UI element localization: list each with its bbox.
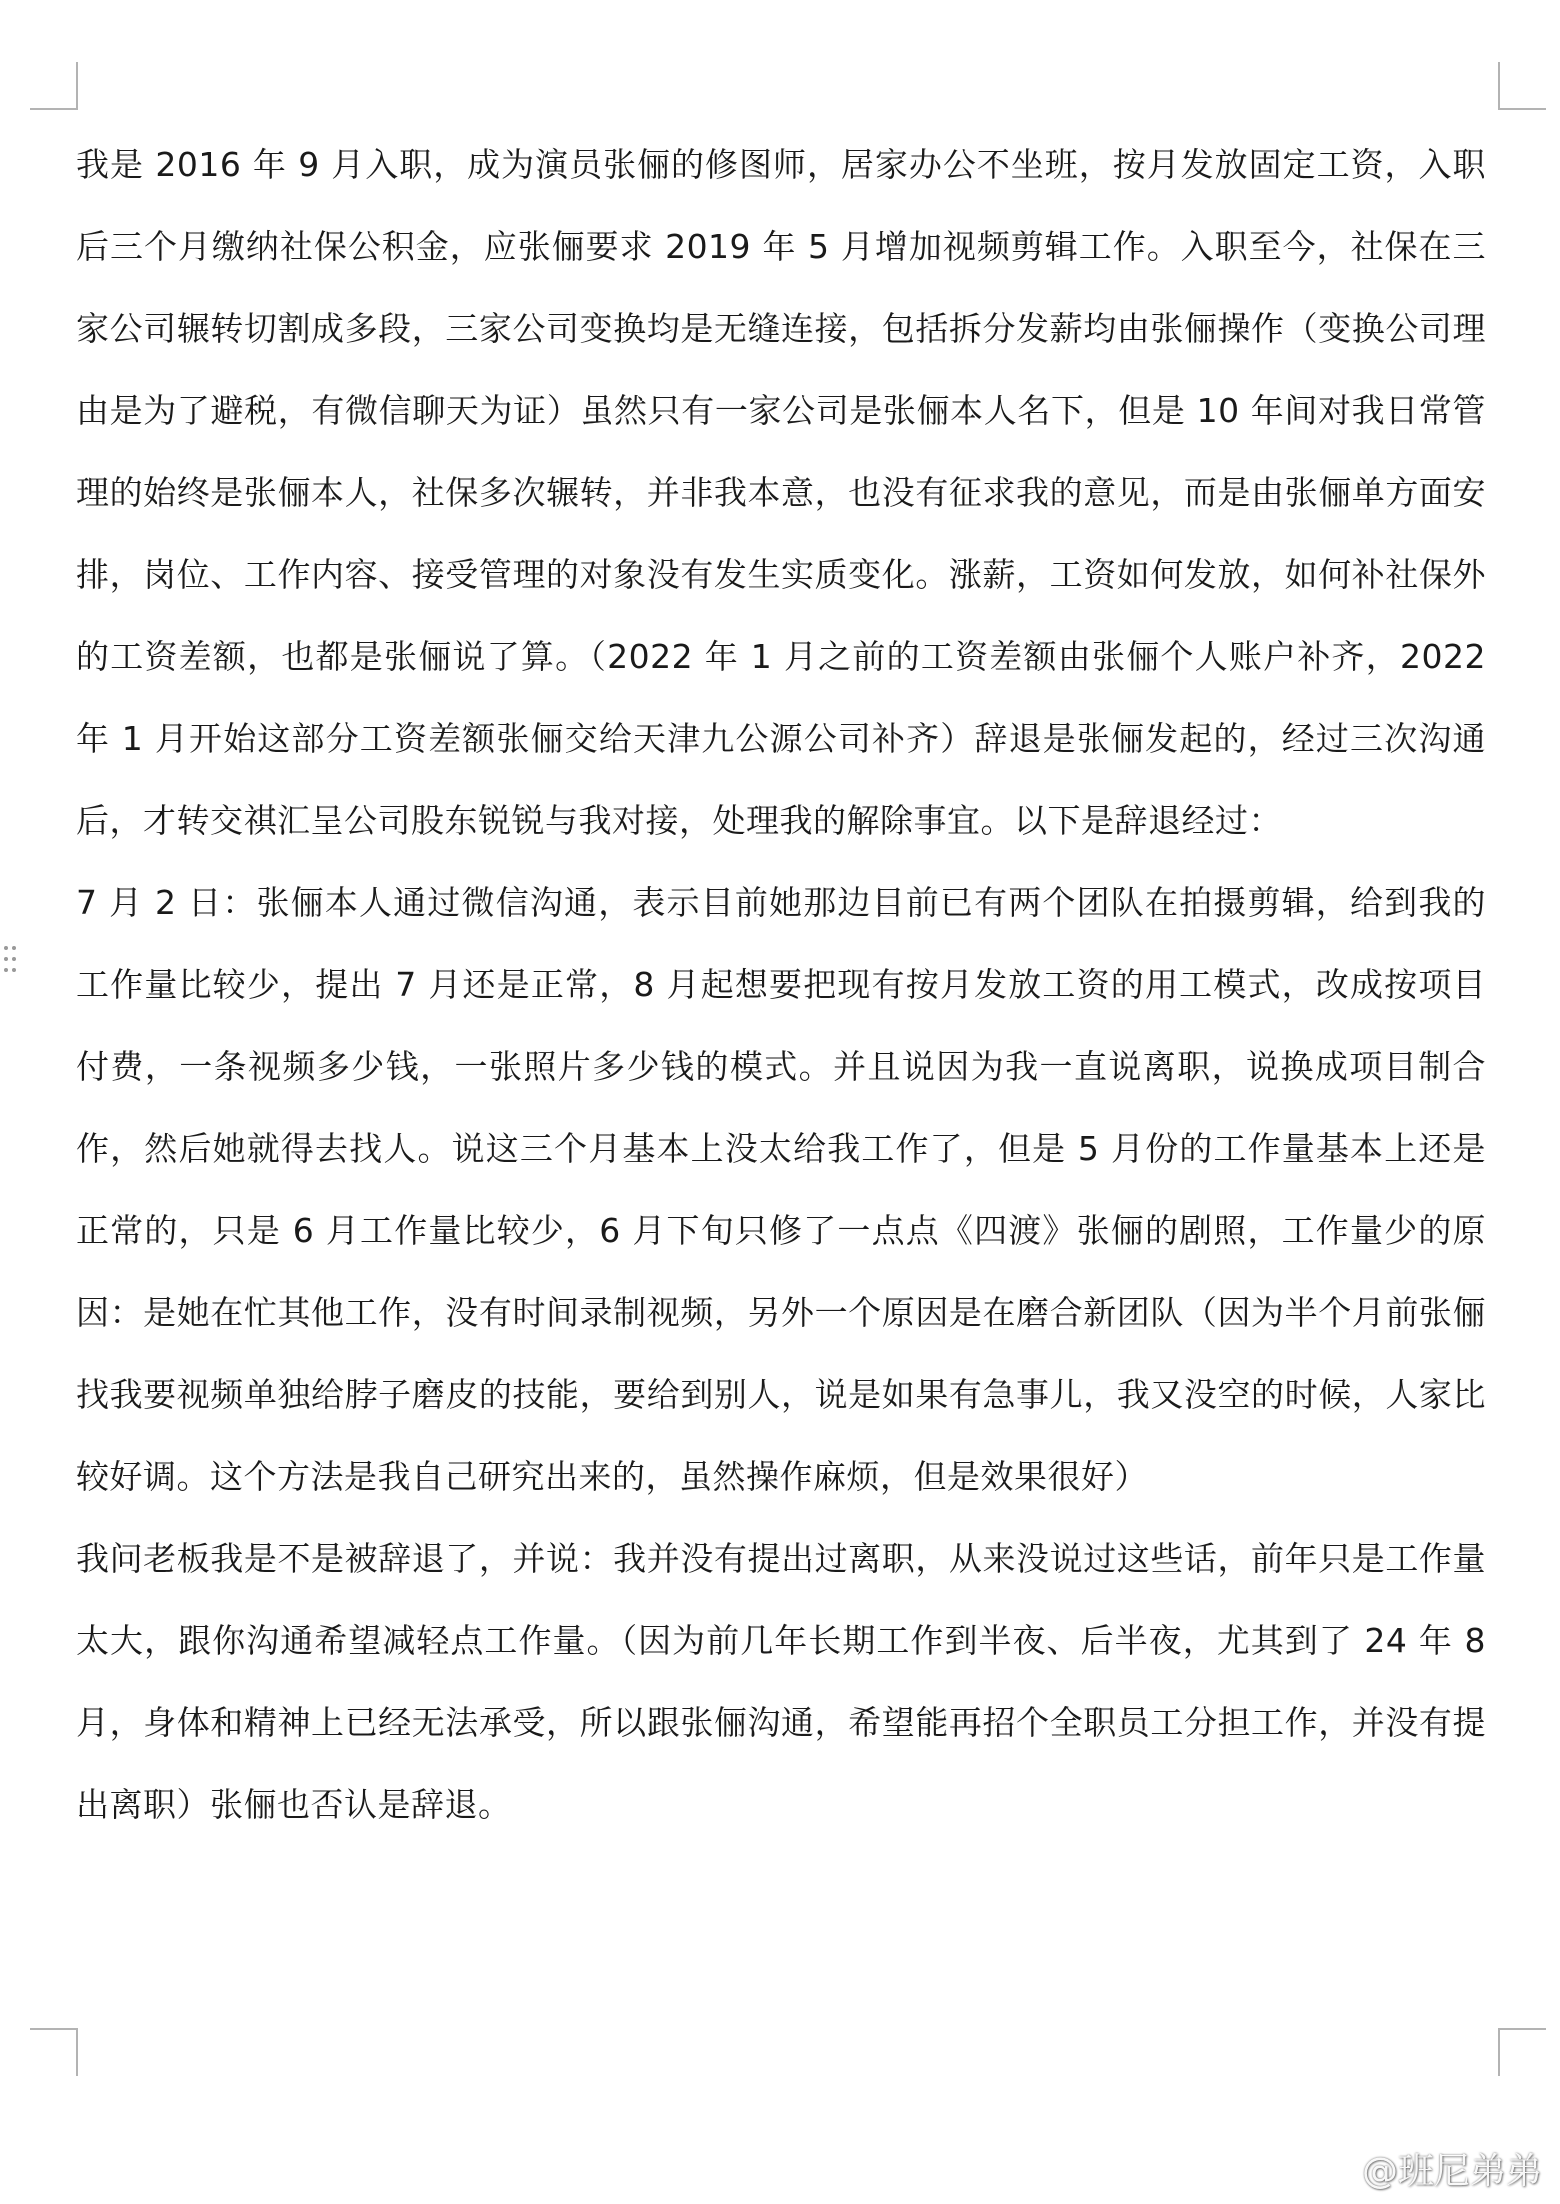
crop-mark-top-right: [1498, 62, 1546, 110]
paragraph: 我是 2016 年 9 月入职，成为演员张俪的修图师，居家办公不坐班，按月发放固定工资，入职后三个月缴纳社保公积金，应张俪要求 2019 年 5 月增加视频剪辑工作。入职至今，社保在三家公司辗转切割成多段，三家公司变换均是无缝连接，包括拆分发薪均由张俪操作（变换公司理由是为了避税，有微信聊天为证）虽然只有一家公司是张俪本人名下，但是 10 年间对我日常管理的始终是张俪本人，社保多次辗转，并非我本意，也没有征求我的意见，而是由张俪单方面安排，岗位、工作内容、接受管理的对象没有发生实质变化。涨薪，工资如何发放，如何补社保外的工资差额，也都是张俪说了算。（2022 年 1 月之前的工资差额由张俪个人账户补齐，2022 年 1 月开始这部分工资差额张俪交给天津九公源公司补齐）辞退是张俪发起的，经过三次沟通后，才转交祺汇呈公司股东锐锐与我对接，处理我的解除事宜。以下是辞退经过：: [76, 145, 1486, 840]
weibo-logo-icon: [1310, 2150, 1356, 2188]
crop-mark-bottom-right: [1498, 2028, 1546, 2076]
document-body: [76, 124, 1486, 1846]
watermark: [1310, 2143, 1542, 2194]
crop-mark-top-left: [30, 62, 78, 110]
watermark-text: @班尼弟弟: [1361, 2151, 1542, 2192]
paragraph: 7 月 2 日：张俪本人通过微信沟通，表示目前她那边目前已有两个团队在拍摄剪辑，给到我的工作量比较少，提出 7 月还是正常，8 月起想要把现有按月发放工资的用工模式，改成按项目付费，一条视频多少钱，一张照片多少钱的模式。并且说因为我一直说离职，说换成项目制合作，然后她就得去找人。说这三个月基本上没太给我工作了，但是 5 月份的工作量基本上还是正常的，只是 6 月工作量比较少，6 月下旬只修了一点点《四渡》张俪的剧照，工作量少的原因：是她在忙其他工作，没有时间录制视频，另外一个原因是在磨合新团队（因为半个月前张俪找我要视频单独给脖子磨皮的技能，要给到别人，说是如果有急事儿，我又没空的时候，人家比较好调。这个方法是我自己研究出来的，虽然操作麻烦，但是效果很好）: [76, 883, 1486, 1496]
paragraph: 我问老板我是不是被辞退了，并说：我并没有提出过离职，从来没说过这些话，前年只是工作量太大，跟你沟通希望减轻点工作量。（因为前几年长期工作到半夜、后半夜，尤其到了 24 年 8 月，身体和精神上已经无法承受，所以跟张俪沟通，希望能再招个全职员工分担工作，并没有提出离职）张俪也否认是辞退。: [76, 1539, 1486, 1824]
drag-handle-icon[interactable]: [4, 946, 16, 976]
crop-mark-bottom-left: [30, 2028, 78, 2076]
